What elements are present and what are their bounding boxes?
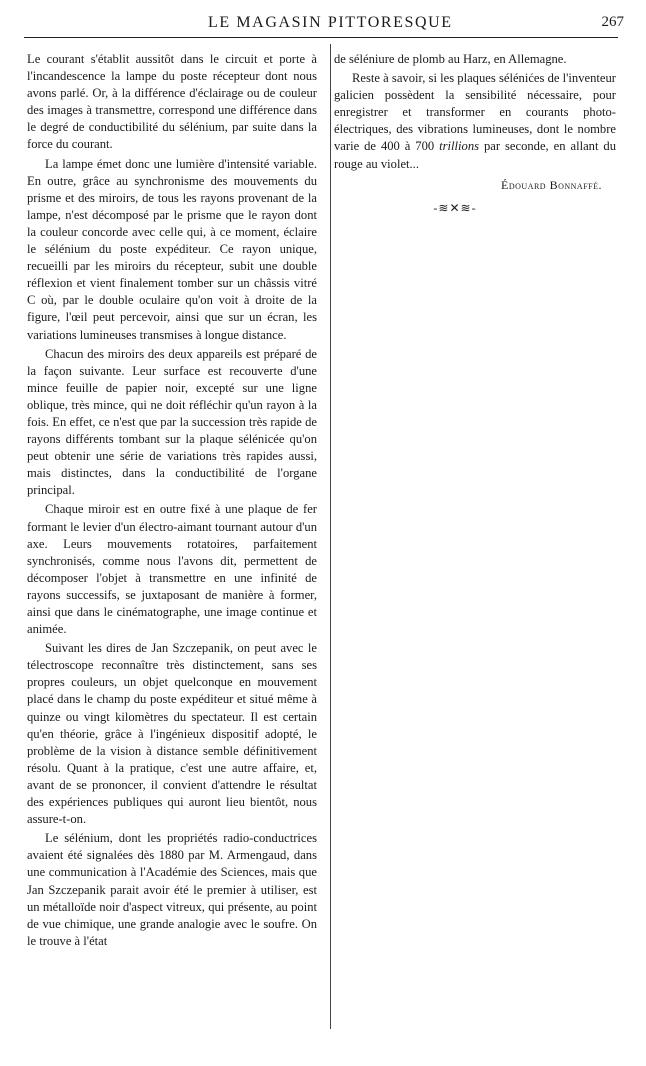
italic-word: trillions: [439, 139, 480, 154]
article-paragraph-final: [334, 70, 616, 173]
column-divider: [330, 44, 331, 1029]
magazine-title: LE MAGASIN PITTORESQUE: [208, 14, 453, 31]
author-first-name: Édouard: [501, 177, 547, 192]
article-paragraph: Chaque miroir est en outre fixé à une plaque de fer formant le levier d'un électro-aimant tournant autour d'un axe. Leurs mouvements rotatoires, parfaitement synchronisés, comme nous l'avons dit, permettent de décomposer l'objet à transmettre en une infinité de rayons successifs, se juxtaposant de manière à former, ainsi que dans le cinématographe, une image continue et animée.: [27, 502, 317, 637]
article-paragraph: Le sélénium, dont les propriétés radio-conductrices avaient été signalées dès 1880 par M. Armengaud, dans une communication à l'Académie des Sciences, mais que Jan Szczepanik parait avoir été le premier à utiliser, est un métalloïde noir d'aspect vitreux, qui présente, au point de vue chimique, une grande analogie avec le soufre. On le trouve à l'état: [27, 831, 317, 948]
author-signature: [334, 177, 616, 194]
article-paragraph: Suivant les dires de Jan Szczepanik, on peut avec le télectroscope reconnaître très distinctement, sans ses propres couleurs, un objet quelconque en mouvement placé dans le champ du poste expéditeur et situé même à quinze ou vingt kilomètres du spectateur. Il est certain qu'en théorie, grâce à l'ingénieux dispositif adopté, le problème de la vision à distance semble définitivement résolu. Quant à la pratique, c'est une autre affaire, et, avant de se prononcer, il convient d'attendre le résultat des expériences publiques qui auront lieu bientôt, nous assure-t-on.: [27, 641, 317, 827]
author-last-name: Bonnaffé.: [549, 177, 602, 192]
page-header: [24, 10, 624, 36]
left-column: [27, 51, 317, 952]
header-rule: [24, 37, 618, 38]
article-paragraph: Le courant s'établit aussitôt dans le circuit et porte à l'incandescence la lampe du poste récepteur dont nous avons parlé. Or, à la différence d'éclairage ou de couleur des images à transmettre, correspond une différence dans le degré de conductibilité du sélénium, par suite dans la force du courant.: [27, 52, 317, 152]
article-paragraph: La lampe émet donc une lumière d'intensité variable. En outre, grâce au synchronisme des mouvements du prisme et des miroirs, de tous les rayons provenant de la lampe, n'est décomposé par le prisme que le rayon dont la couleur concorde avec celle qui, à ce moment, éclaire le sélénium du poste expéditeur. Ce rayon unique, recueilli par les miroirs du récepteur, subit une double réflexion et vient finalement tomber sur un châssis vitré C où, par le double oculaire qu'on voit à droite de la figure, l'œil peut percevoir, ainsi que sur un écran, les variations lumineuses transmises à longue distance.: [27, 156, 317, 342]
page-number: 267: [601, 14, 624, 30]
right-column: [334, 51, 616, 217]
paragraph-text-start: Reste à savoir, si les plaques sélénićes de l'inventeur galicien possèdent la sensibilité nécessaire, pour enregistrer et transformer en courants photo-électriques, des vibrations lumineuses, dont le nombre varie de 400 à 700: [334, 71, 616, 154]
end-ornament: -≋✕≋-: [433, 200, 477, 215]
paragraph-text-end: par seconde, en allant du rouge au violet...: [334, 139, 616, 171]
article-paragraph-continuation: de séléniure de plomb au Harz, en Allemagne.: [334, 52, 567, 66]
article-paragraph: Chacun des miroirs des deux appareils est préparé de la façon suivante. Leur surface est recouverte d'une mince feuille de papier noir, excepté sur une ligne oblique, très mince, qui ne doit réfléchir qu'un rayon à la fois. En effet, ce n'est que par la succession très rapide de rayons différents tombant sur la plaque sélénicée qu'on peut obtenir une série de variations très rapides aussi, mais distinctes, dans la conductibilité de l'organe principal.: [27, 346, 317, 498]
